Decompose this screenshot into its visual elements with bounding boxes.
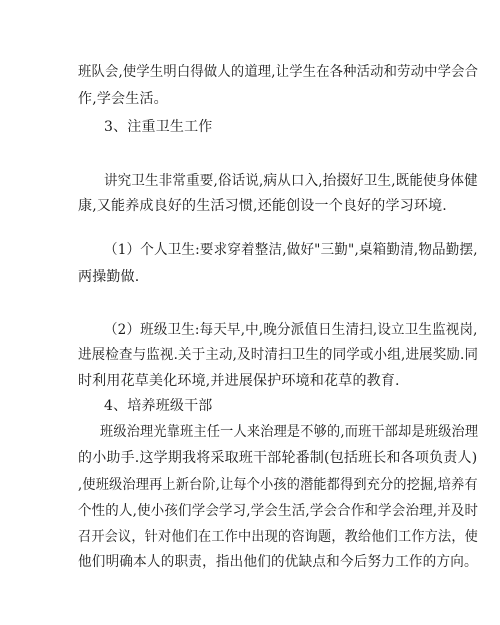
paragraph-line: 两操勤做. <box>78 269 140 285</box>
section-heading: 4、培养班级干部 <box>104 398 213 414</box>
paragraph-line: 班级治理光靠班主任一人来治理是不够的,而班干部却是班级治理 <box>100 424 479 440</box>
paragraph-line: 班队会,使学生明白得做人的道理,让学生在各种活动和劳动中学会合 <box>78 64 479 80</box>
paragraph-line: 讲究卫生非常重要,俗话说,病从口入,抬掇好卫生,既能使身体健 <box>104 173 478 189</box>
paragraph-line: 作,学会生活。 <box>78 91 168 107</box>
paragraph-line: 时利用花草美化环境,并进展保护环境和花草的教育. <box>78 373 400 389</box>
paragraph-line: 康,又能养成良好的生活习惯,还能创设一个良好的学习环境. <box>78 198 447 214</box>
paragraph-line: ,使班级治理再上新台阶,让每个小孩的潜能都得到充分的挖掘,培养有 <box>78 477 478 493</box>
paragraph-line: （1）个人卫生:要求穿着整洁,做好"三勤",桌箱勤清,物品勤摆, <box>104 242 478 258</box>
paragraph-line: 的小助手.这学期我将采取班干部轮番制(包括班长和各项负责人) <box>78 450 478 466</box>
paragraph-line: 个性的人,使小孩们学会学习,学会生活,学会合作和学会治理,并及时 <box>78 503 479 519</box>
section-heading: 3、注重卫生工作 <box>104 119 213 135</box>
paragraph-line: 召开会议，针对他们在工作中出现的咨询题，教给他们工作方法，使 <box>78 529 479 545</box>
paragraph-line: （2）班级卫生:每天早,中,晚分派值日生清扫,设立卫生监视岗, <box>104 322 478 338</box>
paragraph-line: 他们明确本人的职责，指出他们的优缺点和今后努力工作的方向。 <box>78 554 478 570</box>
paragraph-line: 进展检查与监视.关于主动,及时清扫卫生的同学或小组,进展奖励.同 <box>78 347 479 363</box>
